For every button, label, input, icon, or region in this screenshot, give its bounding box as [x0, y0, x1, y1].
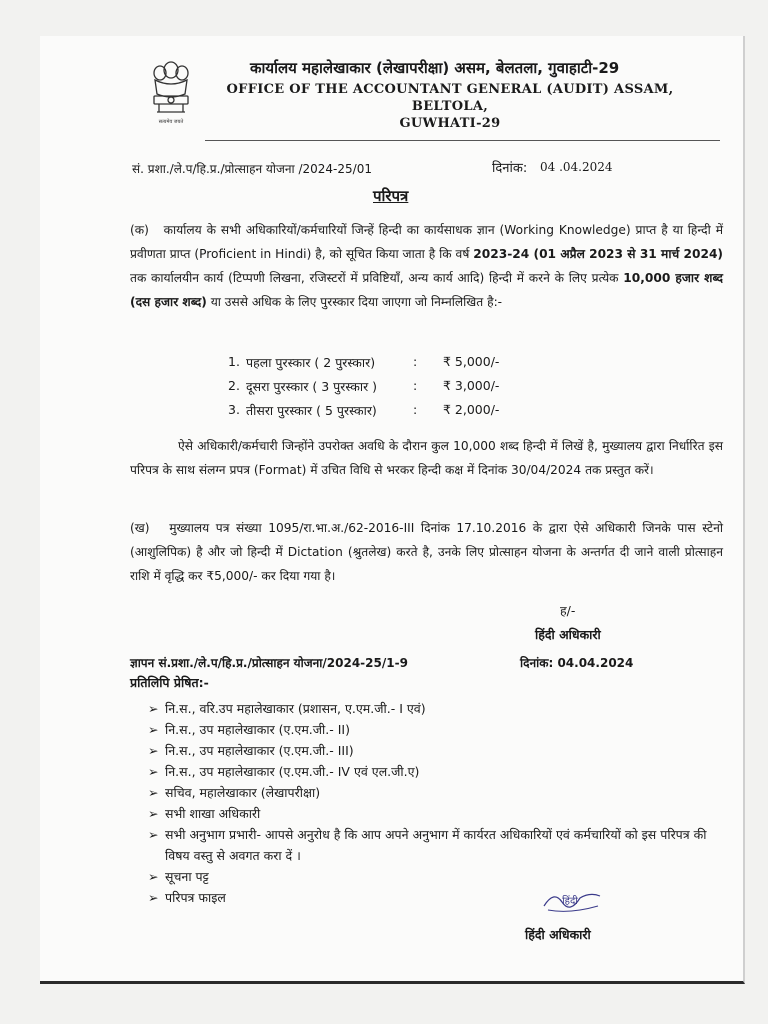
office-english-line1: OFFICE OF THE ACCOUNTANT GENERAL (AUDIT) ASSAM, BELTOLA, — [226, 82, 674, 114]
reference-number: सं. प्रशा./ले.प/हि.प्र./प्रोत्साहन योजना /2024-25/01 — [132, 162, 372, 176]
recipient-text: सूचना पट्ट — [165, 869, 209, 884]
recipient-text: नि.स., उप महालेखाकार (ए.एम.जी.- III) — [165, 743, 354, 758]
award-amount: ₹ 2,000/- — [443, 402, 500, 417]
signatory-role: हिंदी अधिकारी — [535, 627, 601, 642]
award-label: दूसरा पुरस्कार ( 3 पुरस्कार ) — [246, 379, 378, 394]
date-label: दिनांक: — [492, 161, 528, 176]
paragraph-b — [130, 516, 723, 588]
arrow-bullet-icon: ➢ — [148, 722, 159, 737]
signature-handwriting: हिंदी — [562, 896, 578, 907]
award-label: तीसरा पुरस्कार ( 5 पुरस्कार) — [246, 403, 377, 418]
paragraph-a-marker: (क) — [130, 223, 149, 237]
award-list — [228, 354, 548, 426]
list-item — [148, 824, 720, 866]
award-label: पहला पुरस्कार ( 2 पुरस्कार) — [246, 355, 376, 370]
paragraph-a-text-2: तक कार्यालयीन कार्य (टिप्पणी लिखना, रजिस्टरों में प्रविष्टियाँ, अन्य कार्य आदि) हिन्दी में करने के लिए प्रत्येक — [130, 271, 619, 285]
list-item — [148, 866, 720, 887]
paragraph-a-words: 10,000 हजार शब्द (दस हजार शब्द) — [130, 271, 723, 309]
award-colon: : — [413, 378, 418, 393]
arrow-bullet-icon: ➢ — [148, 806, 159, 821]
paragraph-a-text-1: कार्यालय के सभी अधिकारियों/कर्मचारियों जिन्हें हिन्दी का कार्यसाधक ज्ञान (Working Knowledge) प्राप्त है या हिन्दी में प्रवीणता प्राप्त (Proficient in Hindi) है, को सूचित किया जाता है कि वर्ष — [130, 223, 724, 261]
office-name-hindi: कार्यालय महालेखाकार (लेखापरीक्षा) असम, बेलतला, गुवाहाटी-29 — [250, 59, 620, 77]
signature-sd: ह/- — [560, 603, 576, 618]
paragraph-submit-text: ऐसे अधिकारी/कर्मचारी जिन्होंने उपरोक्त अवधि के दौरान कुल 10,000 शब्द हिन्दी में लिखें है, मुख्यालय द्वारा निर्धारित इस परिपत्र के साथ संलग्न प्रपत्र (Format) में उचित विधि से भरकर हिन्दी कक्ष में दिनांक 30/04/2024 तक प्रस्तुत करें। — [130, 439, 723, 477]
recipient-text: नि.स., उप महालेखाकार (ए.एम.जी.- II) — [165, 722, 350, 737]
memo-date — [520, 654, 633, 671]
award-row — [228, 402, 548, 426]
list-item — [148, 719, 720, 740]
award-amount: ₹ 5,000/- — [443, 354, 500, 369]
arrow-bullet-icon: ➢ — [148, 890, 159, 905]
national-emblem-icon — [145, 56, 197, 128]
emblem-caption: सत्यमेव जयते — [158, 119, 184, 125]
recipient-list — [148, 698, 720, 908]
paragraph-a-year: 2023-24 (01 अप्रैल 2023 से 31 मार्च 2024) — [473, 247, 723, 261]
circular-document — [40, 36, 745, 984]
arrow-bullet-icon: ➢ — [148, 869, 159, 884]
header-divider — [205, 140, 720, 141]
paragraph-b-text: मुख्यालय पत्र संख्या 1095/रा.भा.अ./62-2016-III दिनांक 17.10.2016 के द्वारा ऐसे अधिकारी जिनके पास स्टेनो (आशुलिपिक) है और जो हिन्दी में Dictation (श्रुतलेख) करते है, उनके लिए प्रोत्साहन योजना के अन्तर्गत दी जाने वाली प्रोत्साहन राशि में वृद्धि कर ₹5,000/- कर दिया गया है। — [130, 521, 723, 583]
recipient-text: नि.स., वरि.उप महालेखाकार (प्रशासन, ए.एम.जी.- I एवं) — [165, 701, 426, 716]
recipient-text: सभी शाखा अधिकारी — [165, 806, 261, 821]
arrow-bullet-icon: ➢ — [148, 743, 159, 758]
list-item — [148, 761, 720, 782]
list-item — [148, 698, 720, 719]
recipient-text: नि.स., उप महालेखाकार (ए.एम.जी.- IV एवं एल.जी.ए) — [165, 764, 420, 779]
award-amount: ₹ 3,000/- — [443, 378, 500, 393]
arrow-bullet-icon: ➢ — [148, 827, 159, 842]
signatory-role-2: हिंदी अधिकारी — [525, 927, 591, 942]
arrow-bullet-icon: ➢ — [148, 785, 159, 800]
award-number: 1. — [228, 354, 240, 369]
list-item — [148, 740, 720, 761]
memo-number: ज्ञापन सं.प्रशा./ले.प/हि.प्र./प्रोत्साहन योजना/2024-25/1-9 — [130, 656, 408, 670]
award-number: 2. — [228, 378, 240, 393]
list-item — [148, 887, 720, 908]
document-title: परिपत्र — [373, 187, 409, 205]
office-name-english — [215, 81, 685, 132]
paragraph-a — [130, 218, 723, 314]
paragraph-a-text-3: या उससे अधिक के लिए पुरस्कार दिया जाएगा जो निम्नलिखित है:- — [210, 295, 503, 309]
handwritten-signature — [540, 884, 606, 918]
paragraph-b-marker: (ख) — [130, 521, 150, 535]
award-number: 3. — [228, 402, 240, 417]
date-value: 04 .04.2024 — [540, 160, 613, 174]
list-item — [148, 782, 720, 803]
recipient-text: सचिव, महालेखाकार (लेखापरीक्षा) — [165, 785, 321, 800]
copy-to-header: प्रतिलिपि प्रेषित:- — [130, 675, 209, 690]
award-colon: : — [413, 402, 418, 417]
list-item — [148, 803, 720, 824]
arrow-bullet-icon: ➢ — [148, 701, 159, 716]
arrow-bullet-icon: ➢ — [148, 764, 159, 779]
memo-date-label: दिनांक: — [520, 656, 554, 670]
award-row — [228, 378, 548, 402]
award-colon: : — [413, 354, 418, 369]
office-english-line2: GUWHATI-29 — [399, 116, 501, 131]
memo-date-value: 04.04.2024 — [557, 656, 634, 670]
paragraph-submit — [130, 434, 723, 482]
recipient-text: परिपत्र फाइल — [165, 890, 226, 905]
recipient-text: सभी अनुभाग प्रभारी- आपसे अनुरोध है कि आप अपने अनुभाग में कार्यरत अधिकारियों एवं कर्मचारियों को इस परिपत्र की विषय वस्तु से अवगत करा दें । — [165, 827, 707, 863]
award-row — [228, 354, 548, 378]
